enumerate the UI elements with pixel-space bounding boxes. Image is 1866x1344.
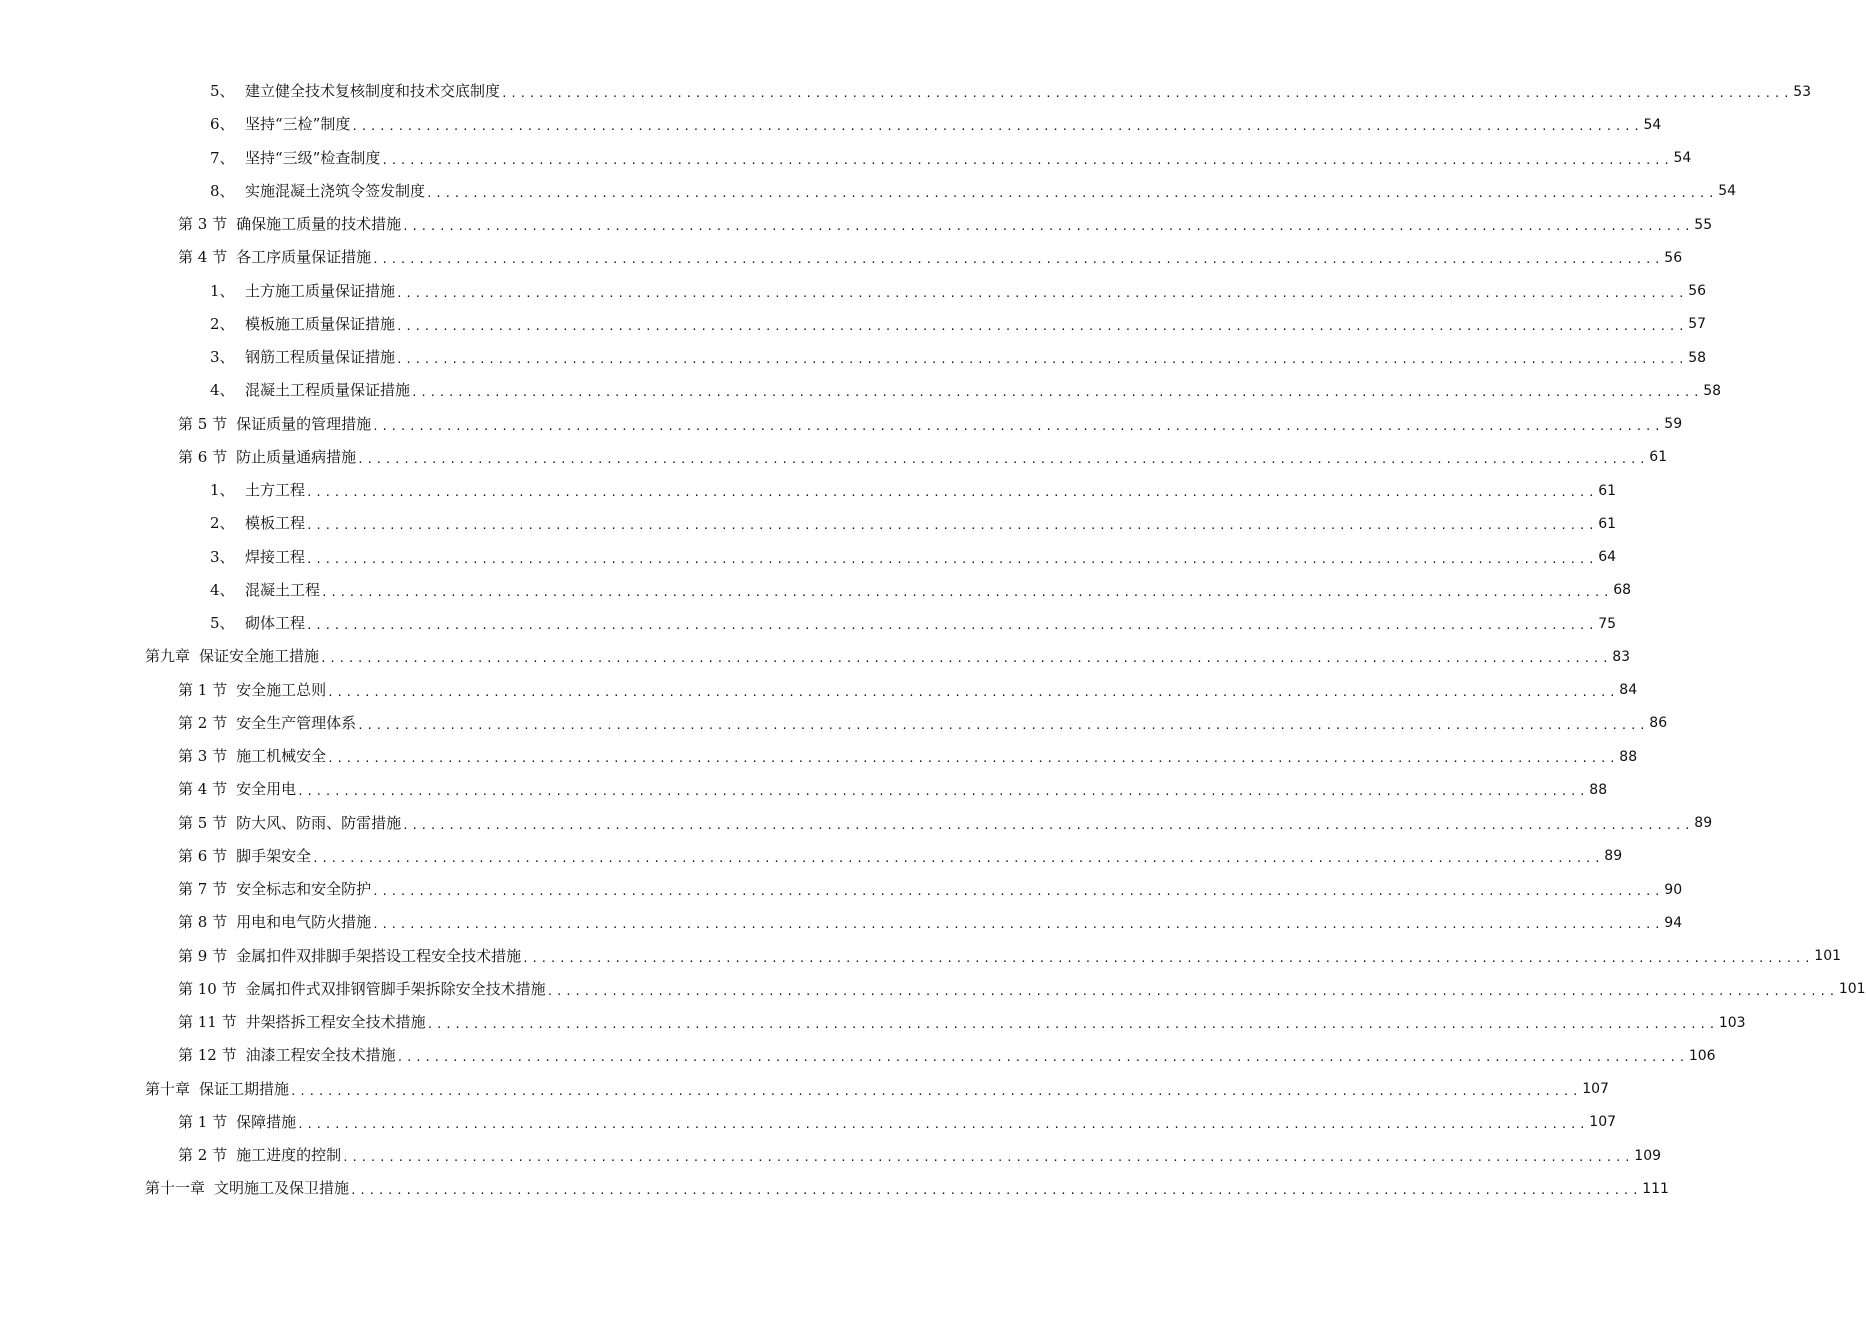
toc-entry[interactable] — [0, 807, 1713, 840]
toc-entry-page-number: 54 — [1718, 183, 1737, 200]
toc-entry[interactable] — [0, 241, 1683, 274]
toc-entry-title: 施工进度的控制 — [236, 1146, 342, 1165]
toc-entry-title: 文明施工及保卫措施 — [214, 1179, 350, 1198]
dot-leader: ............................................................................................................................................ — [297, 785, 1589, 799]
toc-entry[interactable] — [0, 507, 1617, 540]
toc-entry-page-number: 107 — [1589, 1114, 1617, 1131]
dot-leader: ............................................................................................................................................ — [320, 652, 1612, 666]
toc-entry[interactable] — [0, 1139, 1662, 1172]
toc-entry[interactable] — [0, 973, 1866, 1006]
toc-entry[interactable] — [0, 640, 1631, 673]
toc-entry-number: 1、 — [210, 481, 235, 500]
dot-leader: ............................................................................................................................................ — [342, 1151, 1634, 1165]
toc-entry-page-number: 84 — [1619, 682, 1638, 699]
toc-entry-number: 7、 — [210, 148, 235, 167]
toc-entry[interactable] — [0, 441, 1668, 474]
toc-entry-number: 3、 — [210, 547, 235, 566]
toc-entry-page-number: 101 — [1814, 948, 1842, 965]
dot-leader: ............................................................................................................................................ — [327, 752, 1619, 766]
toc-entry-number: 第 10 节 — [178, 979, 237, 998]
toc-entry-page-number: 54 — [1673, 150, 1692, 167]
toc-entry-page-number: 90 — [1664, 881, 1683, 898]
toc-entry-number: 6、 — [210, 115, 235, 134]
dot-leader: ............................................................................................................................................ — [312, 851, 1604, 865]
dot-leader: ............................................................................................................................................ — [372, 253, 1664, 267]
toc-entry-title: 确保施工质量的技术措施 — [236, 215, 402, 234]
toc-entry-page-number: 61 — [1598, 482, 1617, 499]
toc-entry-title: 金属扣件双排脚手架搭设工程安全技术措施 — [236, 946, 522, 965]
toc-entry[interactable] — [0, 208, 1713, 241]
dot-leader: ............................................................................................................................................ — [372, 419, 1664, 433]
toc-entry-number: 第 3 节 — [178, 215, 228, 234]
toc-entry[interactable] — [0, 142, 1692, 175]
toc-entry-page-number: 68 — [1613, 582, 1632, 599]
toc-entry-title: 土方工程 — [245, 481, 306, 500]
toc-entry-page-number: 107 — [1582, 1081, 1609, 1098]
toc-entry[interactable] — [0, 474, 1617, 507]
toc-entry-title: 脚手架安全 — [236, 846, 312, 865]
toc-entry-title: 安全标志和安全防护 — [236, 880, 372, 899]
toc-entry-title: 保证安全施工措施 — [199, 647, 320, 666]
toc-entry-title: 防大风、防雨、防雷措施 — [236, 813, 402, 832]
toc-entry-page-number: 54 — [1643, 116, 1662, 133]
dot-leader: ............................................................................................................................................ — [321, 585, 1613, 599]
toc-entry-title: 建立健全技术复核制度和技术交底制度 — [245, 82, 501, 101]
toc-entry-title: 混凝土工程质量保证措施 — [245, 381, 411, 400]
toc-entry-number: 第十章 — [145, 1079, 191, 1098]
toc-entry-title: 实施混凝土浇筑令签发制度 — [245, 181, 426, 200]
dot-leader: ............................................................................................................................................ — [396, 353, 1688, 367]
toc-entry-page-number: 109 — [1634, 1147, 1662, 1164]
dot-leader: ............................................................................................................................................ — [402, 818, 1694, 832]
dot-leader: ............................................................................................................................................ — [396, 319, 1688, 333]
toc-entry-page-number: 111 — [1642, 1180, 1669, 1197]
toc-entry-page-number: 94 — [1664, 914, 1683, 931]
toc-entry-page-number: 83 — [1612, 648, 1631, 665]
toc-entry-title: 保证质量的管理措施 — [236, 414, 372, 433]
toc-entry-number: 1、 — [210, 281, 235, 300]
toc-entry-title: 钢筋工程质量保证措施 — [245, 348, 396, 367]
toc-entry[interactable] — [0, 75, 1812, 108]
toc-entry-number: 第 2 节 — [178, 1146, 228, 1165]
toc-entry[interactable] — [0, 308, 1707, 341]
dot-leader: ............................................................................................................................................ — [306, 619, 1598, 633]
dot-leader: ............................................................................................................................................ — [411, 386, 1703, 400]
dot-leader: ............................................................................................................................................ — [426, 186, 1718, 200]
toc-entry-title: 土方施工质量保证措施 — [245, 281, 396, 300]
toc-entry-page-number: 55 — [1694, 216, 1713, 233]
dot-leader: ............................................................................................................................................ — [402, 220, 1694, 234]
toc-entry-number: 第 5 节 — [178, 813, 228, 832]
toc-entry-title: 各工序质量保证措施 — [236, 248, 372, 267]
toc-entry-title: 保证工期措施 — [199, 1079, 290, 1098]
toc-entry-number: 8、 — [210, 181, 235, 200]
dot-leader: ............................................................................................................................................ — [396, 286, 1688, 300]
toc-entry-number: 第 6 节 — [178, 846, 228, 865]
toc-entry-page-number: 64 — [1598, 549, 1617, 566]
toc-entry-number: 5、 — [210, 614, 235, 633]
dot-leader: ............................................................................................................................................ — [306, 519, 1598, 533]
toc-entry-page-number: 89 — [1604, 848, 1623, 865]
toc-entry[interactable] — [0, 1172, 1669, 1205]
dot-leader: ............................................................................................................................................ — [297, 1117, 1589, 1131]
toc-entry[interactable] — [0, 707, 1668, 740]
toc-entry-number: 第 6 节 — [178, 447, 228, 466]
toc-entry[interactable] — [0, 873, 1683, 906]
toc-entry-page-number: 57 — [1688, 316, 1707, 333]
toc-entry-title: 施工机械安全 — [236, 747, 327, 766]
toc-entry-number: 5、 — [210, 82, 235, 101]
toc-entry[interactable] — [0, 940, 1842, 973]
toc-entry-number: 3、 — [210, 348, 235, 367]
toc-entry-title: 安全生产管理体系 — [236, 713, 357, 732]
dot-leader: ............................................................................................................................................ — [357, 452, 1649, 466]
toc-entry-number: 第 9 节 — [178, 946, 228, 965]
toc-entry[interactable] — [0, 607, 1617, 640]
toc-entry-number: 4、 — [210, 381, 235, 400]
toc-entry-number: 第 4 节 — [178, 248, 228, 267]
toc-entry-page-number: 89 — [1694, 815, 1713, 832]
dot-leader: ............................................................................................................................................ — [372, 885, 1664, 899]
toc-entry-title: 金属扣件式双排钢管脚手架拆除安全技术措施 — [245, 979, 546, 998]
dot-leader: ............................................................................................................................................ — [327, 685, 1619, 699]
toc-entry[interactable] — [0, 175, 1737, 208]
toc-entry-number: 第 7 节 — [178, 880, 228, 899]
toc-entry-title: 砌体工程 — [245, 614, 306, 633]
toc-entry[interactable] — [0, 341, 1707, 374]
toc-entry-title: 井架搭拆工程安全技术措施 — [245, 1013, 426, 1032]
dot-leader: ............................................................................................................................................ — [426, 1018, 1718, 1032]
toc-entry[interactable] — [0, 674, 1638, 707]
toc-entry-page-number: 75 — [1598, 615, 1617, 632]
toc-entry[interactable] — [0, 1006, 1746, 1039]
toc-entry-title: 安全施工总则 — [236, 680, 327, 699]
toc-entry-title: 模板工程 — [245, 514, 306, 533]
dot-leader: ............................................................................................................................................ — [396, 1051, 1688, 1065]
toc-entry-number: 2、 — [210, 314, 235, 333]
dot-leader: ............................................................................................................................................ — [306, 552, 1598, 566]
toc-entry[interactable] — [0, 541, 1617, 574]
toc-entry[interactable] — [0, 108, 1662, 141]
toc-entry-title: 油漆工程安全技术措施 — [245, 1046, 396, 1065]
toc-entry[interactable] — [0, 275, 1707, 308]
toc-entry-title: 坚持“三检”制度 — [245, 115, 351, 134]
dot-leader: ............................................................................................................................................ — [351, 120, 1643, 134]
toc-entry-page-number: 61 — [1649, 449, 1668, 466]
toc-entry-page-number: 56 — [1664, 249, 1683, 266]
dot-leader: ............................................................................................................................................ — [381, 153, 1673, 167]
dot-leader: ............................................................................................................................................ — [357, 718, 1649, 732]
toc-entry[interactable] — [0, 906, 1683, 939]
dot-leader: ............................................................................................................................................ — [501, 87, 1793, 101]
toc-entry-title: 保障措施 — [236, 1112, 297, 1131]
toc-entry-page-number: 86 — [1649, 715, 1668, 732]
toc-entry-page-number: 106 — [1688, 1047, 1716, 1064]
toc-entry-page-number: 58 — [1703, 382, 1722, 399]
toc-entry[interactable] — [0, 574, 1632, 607]
toc-entry[interactable] — [0, 740, 1638, 773]
toc-entry[interactable] — [0, 1039, 1716, 1072]
toc-entry-number: 4、 — [210, 580, 235, 599]
toc-entry-page-number: 56 — [1688, 283, 1707, 300]
dot-leader: ............................................................................................................................................ — [546, 984, 1838, 998]
toc-entry-page-number: 58 — [1688, 349, 1707, 366]
toc-entry-title: 焊接工程 — [245, 547, 306, 566]
toc-entry-page-number: 88 — [1619, 748, 1638, 765]
dot-leader: ............................................................................................................................................ — [306, 486, 1598, 500]
dot-leader: ............................................................................................................................................ — [522, 951, 1814, 965]
toc-entry[interactable] — [0, 374, 1722, 407]
dot-leader: ............................................................................................................................................ — [290, 1084, 1582, 1098]
toc-entry-page-number: 101 — [1838, 981, 1866, 998]
toc-entry-number: 第 1 节 — [178, 680, 228, 699]
toc-entry-number: 第九章 — [145, 647, 191, 666]
toc-entry[interactable] — [0, 408, 1683, 441]
toc-entry-page-number: 53 — [1793, 83, 1812, 100]
toc-entry-title: 防止质量通病措施 — [236, 447, 357, 466]
toc-entry-number: 第 8 节 — [178, 913, 228, 932]
toc-entry[interactable] — [0, 840, 1623, 873]
toc-entry-number: 第 2 节 — [178, 713, 228, 732]
table-of-contents — [0, 75, 1866, 1206]
dot-leader: ............................................................................................................................................ — [350, 1184, 1642, 1198]
toc-entry[interactable] — [0, 773, 1608, 806]
toc-entry-number: 第 4 节 — [178, 780, 228, 799]
toc-entry-title: 模板施工质量保证措施 — [245, 314, 396, 333]
toc-entry[interactable] — [0, 1106, 1617, 1139]
toc-entry-number: 第 12 节 — [178, 1046, 237, 1065]
toc-entry-title: 用电和电气防火措施 — [236, 913, 372, 932]
toc-entry-number: 第 11 节 — [178, 1013, 237, 1032]
toc-entry[interactable] — [0, 1073, 1609, 1106]
toc-entry-number: 第 1 节 — [178, 1112, 228, 1131]
toc-entry-page-number: 59 — [1664, 416, 1683, 433]
toc-entry-page-number: 61 — [1598, 515, 1617, 532]
toc-entry-number: 第 3 节 — [178, 747, 228, 766]
toc-entry-title: 混凝土工程 — [245, 580, 321, 599]
dot-leader: ............................................................................................................................................ — [372, 918, 1664, 932]
toc-entry-number: 2、 — [210, 514, 235, 533]
toc-entry-number: 第十一章 — [145, 1179, 206, 1198]
toc-entry-page-number: 88 — [1589, 781, 1608, 798]
toc-entry-page-number: 103 — [1718, 1014, 1746, 1031]
toc-entry-title: 坚持“三级”检查制度 — [245, 148, 381, 167]
toc-entry-title: 安全用电 — [236, 780, 297, 799]
toc-entry-number: 第 5 节 — [178, 414, 228, 433]
